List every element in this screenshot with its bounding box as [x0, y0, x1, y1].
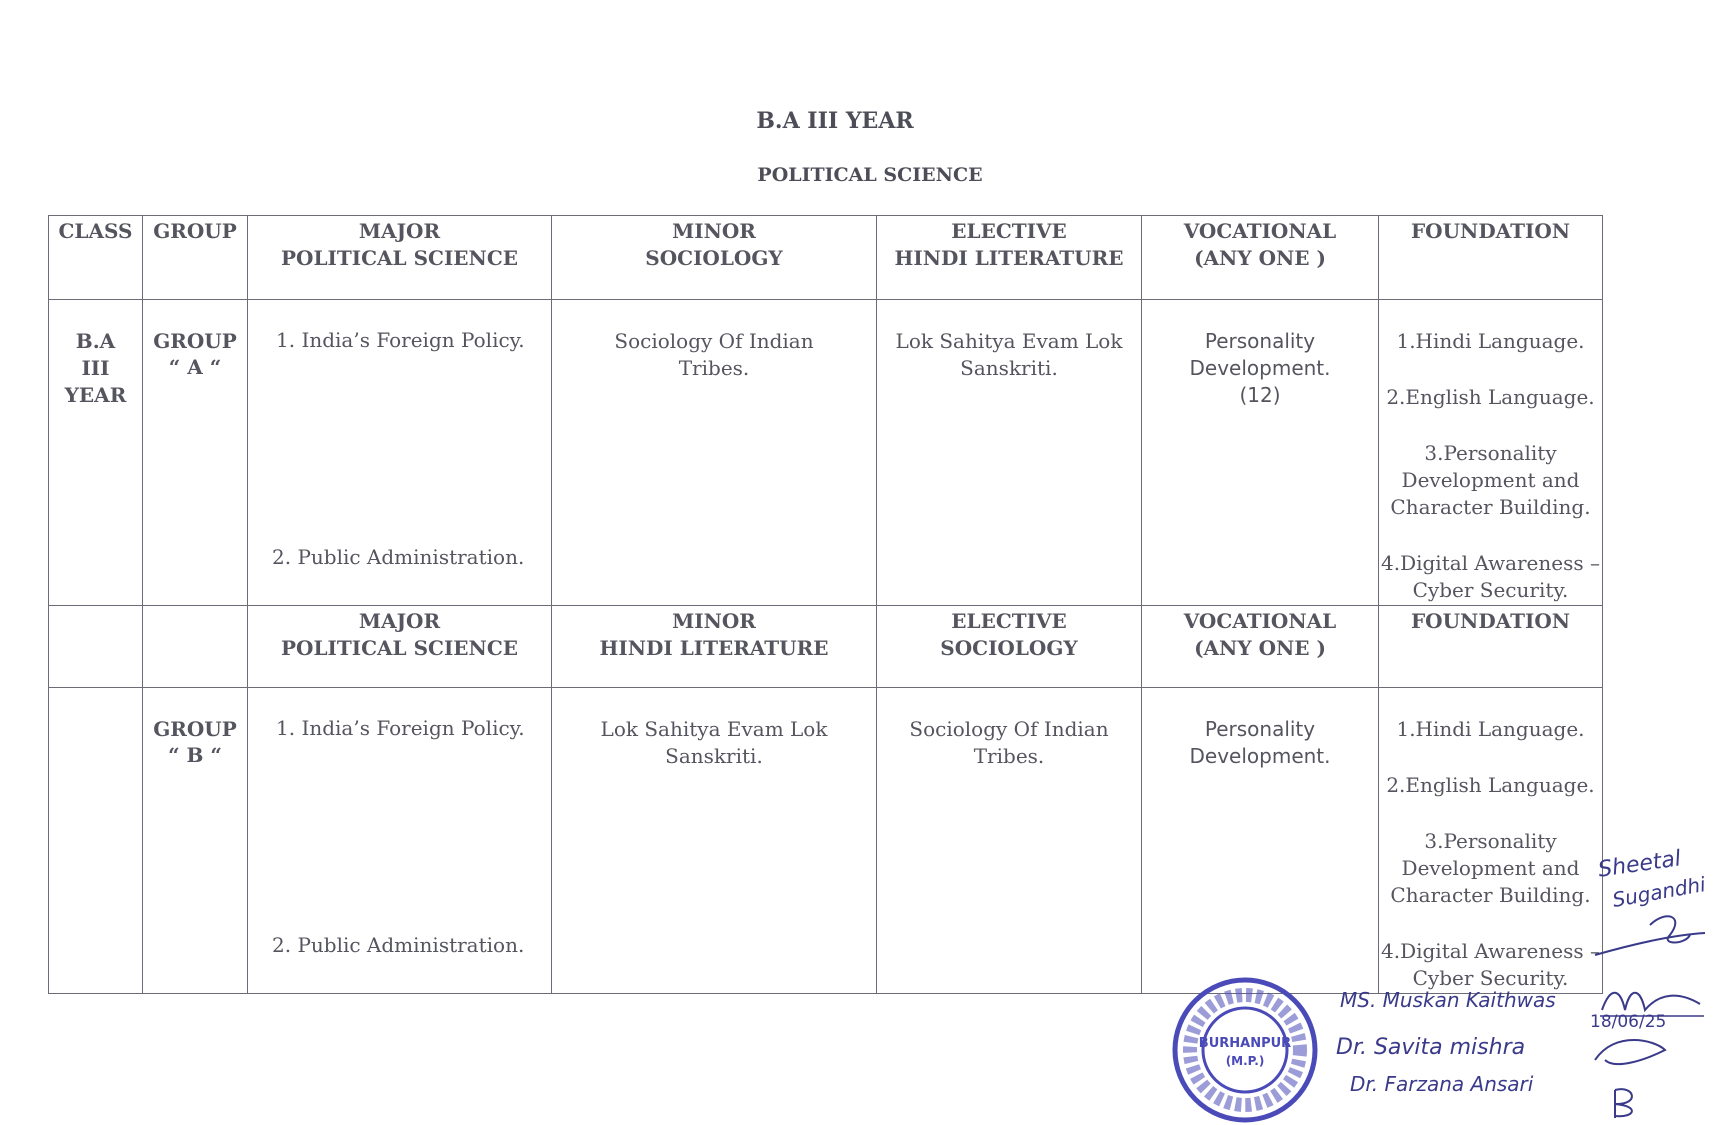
empty-cell — [49, 606, 143, 688]
group-a-elective: Lok Sahitya Evam Lok Sanskriti. — [877, 300, 1142, 606]
foundation-item: 4.Digital Awareness – Cyber Security. — [1380, 551, 1600, 602]
group-b-row — [49, 688, 1603, 994]
signature-sheetal: Sheetal — [1596, 846, 1683, 883]
group-b-vocational: Personality Development. — [1142, 688, 1379, 994]
empty-cell — [49, 688, 143, 994]
header-major: MAJOR POLITICAL SCIENCE — [248, 216, 552, 300]
group-a-label: GROUP “ A “ — [143, 300, 248, 606]
group-b-major — [248, 688, 552, 994]
svg-text:(M.P.): (M.P.) — [1225, 1054, 1265, 1068]
header-group: GROUP — [143, 216, 248, 300]
group-a-row — [49, 300, 1603, 606]
major-item: 1. India’s Foreign Policy. — [276, 716, 525, 740]
page-title: B.A III YEAR — [756, 108, 914, 134]
header-row-1 — [49, 216, 1603, 300]
foundation-item: 1.Hindi Language. — [1396, 717, 1585, 741]
signature-savita: Dr. Savita mishra — [1336, 1035, 1526, 1060]
major-item: 2. Public Administration. — [272, 545, 525, 569]
syllabus-table — [48, 215, 1603, 994]
signature-sheetal-line2: Sugandhi — [1610, 872, 1708, 912]
header-foundation: FOUNDATION — [1379, 216, 1603, 300]
foundation-item: 2.English Language. — [1386, 773, 1595, 797]
header2-vocational: VOCATIONAL (ANY ONE ) — [1142, 606, 1379, 688]
group-a-vocational: Personality Development. (12) — [1142, 300, 1379, 606]
header2-elective: ELECTIVE SOCIOLOGY — [877, 606, 1142, 688]
group-b-elective: Sociology Of Indian Tribes. — [877, 688, 1142, 994]
foundation-item: 2.English Language. — [1386, 385, 1595, 409]
header-row-2 — [49, 606, 1603, 688]
svg-text:BURHANPUR: BURHANPUR — [1198, 1036, 1292, 1051]
group-b-label: GROUP “ B “ — [143, 688, 248, 994]
signature-initials — [1585, 1030, 1675, 1118]
header-elective: ELECTIVE HINDI LITERATURE — [877, 216, 1142, 300]
group-b-minor: Lok Sahitya Evam Lok Sanskriti. — [552, 688, 877, 994]
signature-muskan-mark — [1600, 982, 1705, 1022]
major-item: 2. Public Administration. — [272, 933, 525, 957]
foundation-item: 3.Personality Development and Character Building. — [1390, 829, 1591, 907]
signature-flourish — [1590, 905, 1710, 965]
header-class: CLASS — [49, 216, 143, 300]
foundation-item: 1.Hindi Language. — [1396, 329, 1585, 353]
foundation-item: 3.Personality Development and Character Building. — [1390, 441, 1591, 519]
signature-farzana: Dr. Farzana Ansari — [1350, 1072, 1534, 1096]
major-item: 1. India’s Foreign Policy. — [276, 328, 525, 352]
empty-cell — [143, 606, 248, 688]
signature-date: 18/06/25 — [1590, 1012, 1667, 1032]
signature-muskan: MS. Muskan Kaithwas — [1340, 988, 1556, 1012]
class-cell: B.A III YEAR — [49, 300, 143, 606]
header2-minor: MINOR HINDI LITERATURE — [552, 606, 877, 688]
group-a-minor: Sociology Of Indian Tribes. — [552, 300, 877, 606]
college-stamp — [1170, 975, 1320, 1125]
header-vocational: VOCATIONAL (ANY ONE ) — [1142, 216, 1379, 300]
header2-foundation: FOUNDATION — [1379, 606, 1603, 688]
page-subtitle: POLITICAL SCIENCE — [757, 164, 983, 186]
header-minor: MINOR SOCIOLOGY — [552, 216, 877, 300]
group-a-foundation — [1379, 300, 1603, 606]
group-a-major — [248, 300, 552, 606]
header2-major: MAJOR POLITICAL SCIENCE — [248, 606, 552, 688]
foundation-item: 4.Digital Awareness – Cyber Security. — [1380, 939, 1600, 990]
group-b-foundation — [1379, 688, 1603, 994]
